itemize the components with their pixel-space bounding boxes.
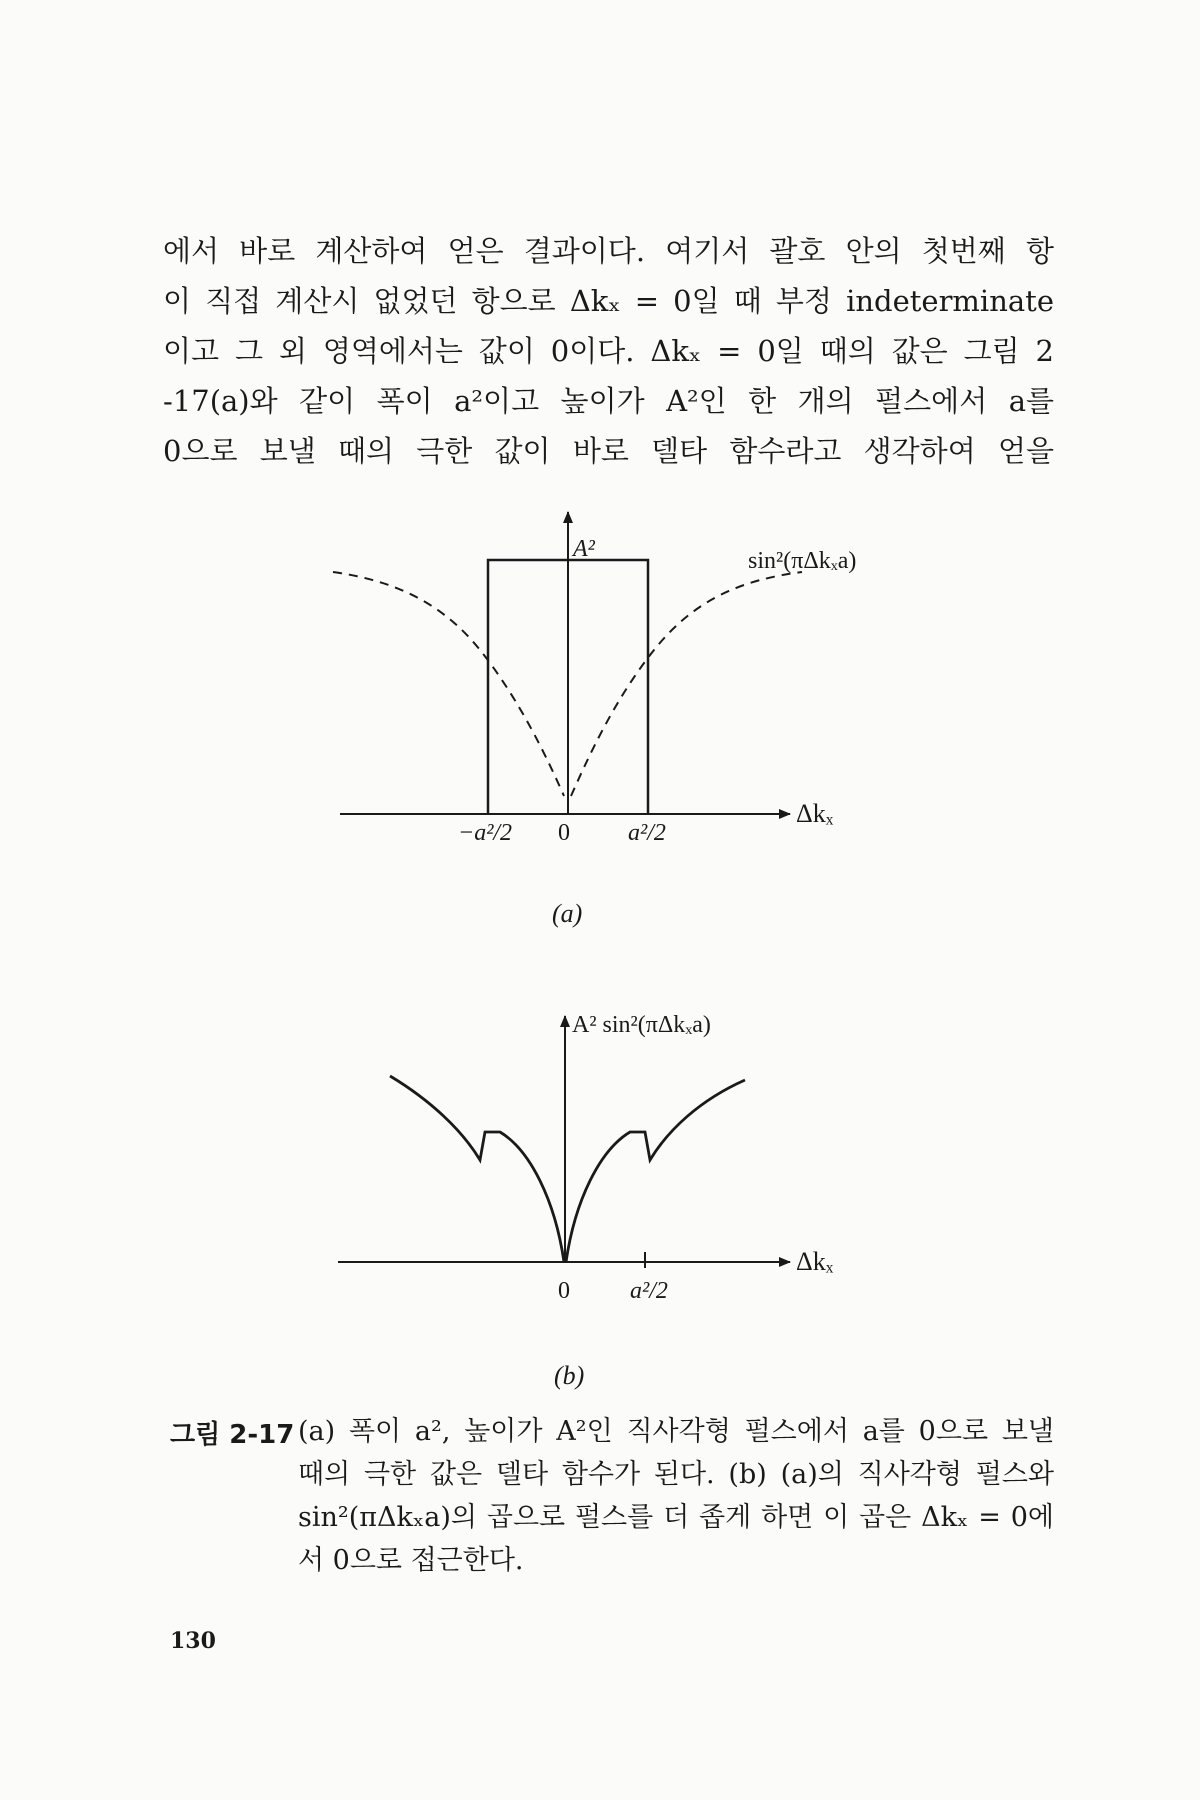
body-line: 이고 그 외 영역에서는 값이 0이다. Δkₓ = 0일 때의 값은 그림 2 (163, 334, 1054, 368)
page-number: 130 (170, 1628, 216, 1654)
caption-line: sin²(πΔkₓa)의 곱으로 펄스를 더 좁게 하면 이 곱은 Δkₓ = 0에 (298, 1502, 1054, 1533)
tick-label-zero-b: 0 (558, 1278, 570, 1304)
tick-label-pos-half: a²/2 (628, 820, 666, 846)
x-axis-label-b: Δkₓ (796, 1247, 834, 1276)
figure-caption-label: 그림 2-17 (170, 1420, 295, 1450)
figure-b (0, 1000, 1200, 1400)
body-line: 에서 바로 계산하여 얻은 결과이다. 여기서 괄호 안의 첫번째 항 (163, 234, 1054, 268)
product-curve-right (566, 1080, 745, 1262)
caption-line: (a) 폭이 a², 높이가 A²인 직사각형 펄스에서 a를 0으로 보낼 (298, 1416, 1054, 1447)
product-curve-left (390, 1076, 564, 1262)
caption-line: 서 0으로 접근한다. (298, 1545, 524, 1576)
body-paragraph (163, 226, 1054, 476)
body-line: 이 직접 계산시 없었던 항으로 Δkₓ = 0일 때 부정 indeterminate (163, 284, 1054, 318)
caption-line: 때의 극한 값은 델타 함수가 된다. (b) (a)의 직사각형 펄스와 (298, 1459, 1054, 1490)
x-axis-label-a: Δkₓ (796, 799, 834, 828)
body-line: -17(a)와 같이 폭이 a²이고 높이가 A²인 한 개의 펄스에서 a를 (163, 384, 1054, 418)
tick-label-zero-a: 0 (558, 820, 570, 846)
figure-caption (298, 1410, 1054, 1582)
y-label-b: A² sin²(πΔkₓa) (572, 1012, 711, 1038)
sin-squared-curve-left (333, 572, 564, 796)
panel-label-b: (b) (554, 1361, 585, 1390)
panel-label-a: (a) (552, 899, 583, 928)
tick-label-half-b: a²/2 (630, 1278, 668, 1304)
curve-label-a: sin²(πΔkₓa) (748, 548, 857, 574)
y-label-a: A² (573, 536, 595, 562)
tick-label-neg-half: −a²/2 (458, 820, 513, 846)
figure-a (0, 500, 1200, 928)
body-line: 0으로 보낼 때의 극한 값이 바로 델타 함수라고 생각하여 얻을 (163, 434, 1054, 468)
sin-squared-curve-right (571, 572, 802, 796)
